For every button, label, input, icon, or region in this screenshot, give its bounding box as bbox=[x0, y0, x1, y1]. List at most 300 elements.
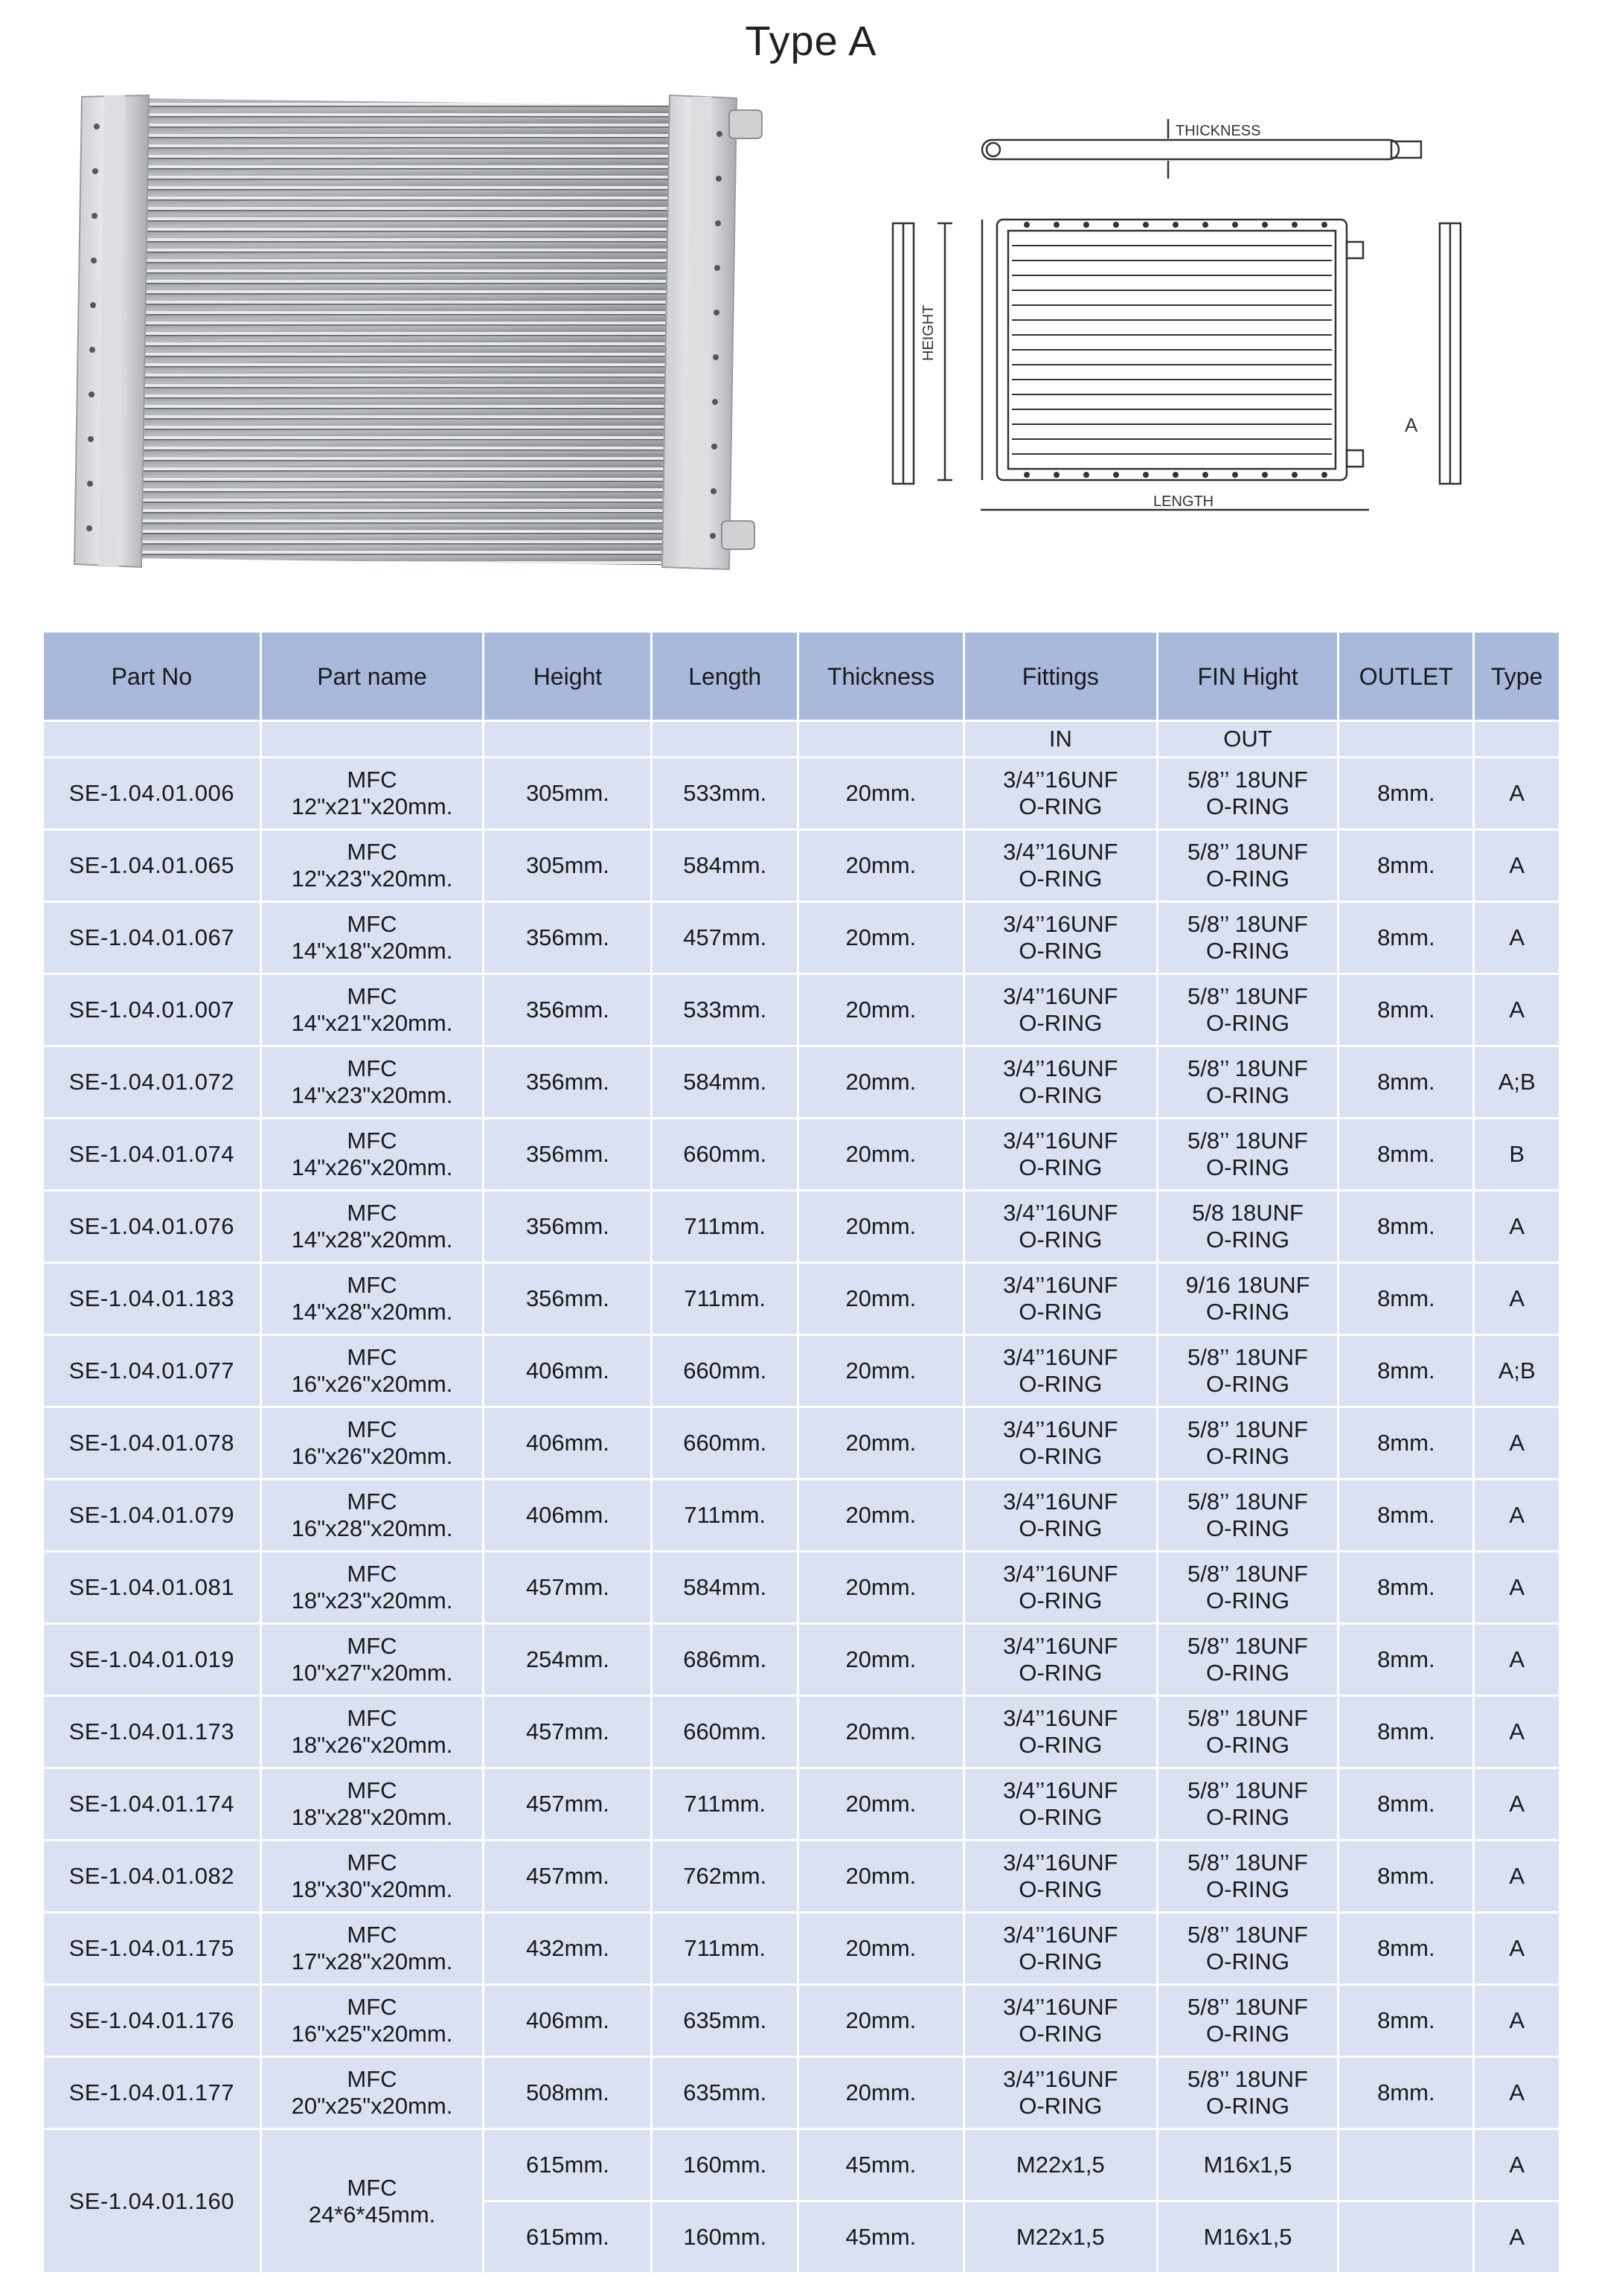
fitting-out-line-1: 5/8’’ 18UNF bbox=[1187, 2066, 1308, 2092]
cell-length: 533mm. bbox=[653, 975, 796, 1045]
part-name-line-2: 24*6*45mm. bbox=[308, 2201, 436, 2228]
cell-fitting-out bbox=[1158, 1841, 1337, 1911]
fitting-in-line-1: 3/4’’16UNF bbox=[1003, 1922, 1118, 1948]
cell-fitting-out bbox=[1158, 975, 1337, 1045]
cell-height: 356mm. bbox=[484, 1264, 650, 1334]
cell-thickness: 20mm. bbox=[799, 1408, 963, 1478]
cell-part-name bbox=[262, 903, 483, 973]
cell-outlet: 8mm. bbox=[1339, 1119, 1472, 1189]
cell-length: 711mm. bbox=[653, 1913, 796, 1983]
cell-height: 615mm. bbox=[484, 2130, 650, 2200]
cell-height: 615mm. bbox=[484, 2202, 650, 2272]
cell-part-name bbox=[262, 1625, 483, 1695]
cell-part-name bbox=[262, 1986, 483, 2056]
cell-part-name bbox=[262, 2130, 483, 2272]
fitting-out-line-1: 5/8’’ 18UNF bbox=[1187, 839, 1308, 865]
fitting-out-line-2: O-RING bbox=[1206, 1299, 1289, 1325]
cell-fitting-out bbox=[1158, 831, 1337, 901]
fitting-in-line-2: O-RING bbox=[1019, 2021, 1103, 2047]
part-name-line-2: 12"x21"x20mm. bbox=[291, 793, 453, 819]
cell-part-name bbox=[262, 1913, 483, 1983]
fitting-out-line-2: O-RING bbox=[1206, 1876, 1289, 1902]
part-name-line-2: 18"x30"x20mm. bbox=[291, 1876, 453, 1902]
part-name-line-2: 18"x23"x20mm. bbox=[291, 1587, 453, 1614]
fitting-in-line-1: 3/4’’16UNF bbox=[1003, 1561, 1118, 1587]
fitting-in-line-1: 3/4’’16UNF bbox=[1003, 1344, 1118, 1370]
header-outlet: OUTLET bbox=[1339, 633, 1472, 720]
cell-height: 254mm. bbox=[484, 1625, 650, 1695]
cell-length: 660mm. bbox=[653, 1697, 796, 1767]
cell-thickness: 20mm. bbox=[799, 1047, 963, 1117]
cell-fitting-in bbox=[965, 1625, 1156, 1695]
fitting-out-line-2: O-RING bbox=[1206, 938, 1289, 964]
cell-fitting-in bbox=[965, 758, 1156, 828]
cell-height: 457mm. bbox=[484, 1841, 650, 1911]
fitting-in-line-1: 3/4’’16UNF bbox=[1003, 767, 1118, 793]
table-row bbox=[44, 1697, 1559, 1767]
cell-height: 356mm. bbox=[484, 1192, 650, 1261]
cell-fitting-in bbox=[965, 1552, 1156, 1622]
cell-fitting-out bbox=[1158, 903, 1337, 973]
cell-fitting-out bbox=[1158, 1264, 1337, 1334]
part-name-line-1: MFC bbox=[347, 1994, 397, 2020]
part-name-line-2: 14"x28"x20mm. bbox=[291, 1299, 453, 1325]
cell-part-no: SE-1.04.01.067 bbox=[44, 903, 260, 973]
part-name-line-1: MFC bbox=[347, 1849, 397, 1876]
cell-part-name bbox=[262, 1408, 483, 1478]
cell-fitting-in bbox=[965, 975, 1156, 1045]
cell-fitting-out bbox=[1158, 1336, 1337, 1406]
fitting-in-line-1: 3/4’’16UNF bbox=[1003, 1200, 1118, 1226]
cell-part-no: SE-1.04.01.081 bbox=[44, 1552, 260, 1622]
part-name-line-2: 10"x27"x20mm. bbox=[291, 1660, 453, 1686]
cell-thickness: 20mm. bbox=[799, 1769, 963, 1839]
cell-part-no: SE-1.04.01.078 bbox=[44, 1408, 260, 1478]
spec-table bbox=[42, 630, 1561, 2274]
fitting-out-line-1: 5/8’’ 18UNF bbox=[1187, 911, 1308, 937]
cell-part-no: SE-1.04.01.074 bbox=[44, 1119, 260, 1189]
cell-fitting-in bbox=[965, 1480, 1156, 1550]
cell-type: A bbox=[1475, 1841, 1559, 1911]
cell-type: A bbox=[1475, 1913, 1559, 1983]
cell-outlet: 8mm. bbox=[1339, 758, 1472, 828]
fitting-in-line-2: O-RING bbox=[1019, 2093, 1103, 2119]
cell-length: 711mm. bbox=[653, 1264, 796, 1334]
cell-thickness: 20mm. bbox=[799, 1697, 963, 1767]
fitting-in-line-1: 3/4’’16UNF bbox=[1003, 1055, 1118, 1081]
cell-fitting-out bbox=[1158, 1119, 1337, 1189]
fitting-out-line-2: O-RING bbox=[1206, 2093, 1289, 2119]
cell-fitting-in bbox=[965, 1047, 1156, 1117]
cell-height: 457mm. bbox=[484, 1552, 650, 1622]
cell-outlet: 8mm. bbox=[1339, 1552, 1472, 1622]
cell-length: 584mm. bbox=[653, 1552, 796, 1622]
part-name-line-1: MFC bbox=[347, 1055, 397, 1081]
cell-part-no: SE-1.04.01.160 bbox=[44, 2130, 260, 2272]
fitting-in-line-1: 3/4’’16UNF bbox=[1003, 911, 1118, 937]
cell-fitting-out bbox=[1158, 1047, 1337, 1117]
header-fittings: Fittings bbox=[965, 633, 1156, 720]
part-name-line-1: MFC bbox=[347, 1272, 397, 1298]
header-fin-hight: FIN Hight bbox=[1158, 633, 1337, 720]
cell-part-no: SE-1.04.01.065 bbox=[44, 831, 260, 901]
part-name-line-2: 14"x28"x20mm. bbox=[291, 1227, 453, 1253]
cell-part-no: SE-1.04.01.183 bbox=[44, 1264, 260, 1334]
cell-thickness: 45mm. bbox=[799, 2130, 963, 2200]
cell-length: 711mm. bbox=[653, 1480, 796, 1550]
fitting-in-line-2: O-RING bbox=[1019, 1227, 1103, 1253]
part-name-line-1: MFC bbox=[347, 839, 397, 865]
fitting-in-line-2: O-RING bbox=[1019, 1010, 1103, 1036]
cell-part-no: SE-1.04.01.079 bbox=[44, 1480, 260, 1550]
cell-part-name bbox=[262, 1480, 483, 1550]
cell-fitting-out bbox=[1158, 1697, 1337, 1767]
table-subheader-row bbox=[44, 722, 1559, 756]
fitting-in-line-1: 3/4’’16UNF bbox=[1003, 1272, 1118, 1298]
cell-part-no: SE-1.04.01.007 bbox=[44, 975, 260, 1045]
cell-type: A;B bbox=[1475, 1047, 1559, 1117]
fitting-in-line-2: O-RING bbox=[1019, 1371, 1103, 1397]
fitting-out-line-1: 9/16 18UNF bbox=[1185, 1272, 1310, 1298]
cell-length: 533mm. bbox=[653, 758, 796, 828]
cell-fitting-in bbox=[965, 1192, 1156, 1261]
cell-height: 305mm. bbox=[484, 831, 650, 901]
part-name-line-1: MFC bbox=[347, 1488, 397, 1515]
cell-type: A bbox=[1475, 1986, 1559, 2056]
cell-fitting-out bbox=[1158, 1192, 1337, 1261]
fitting-out-line-2: O-RING bbox=[1206, 1660, 1289, 1686]
cell-part-name bbox=[262, 1697, 483, 1767]
part-name-line-2: 12"x23"x20mm. bbox=[291, 866, 453, 892]
fitting-out-line-2: O-RING bbox=[1206, 1443, 1289, 1469]
fitting-out-line-1: 5/8’’ 18UNF bbox=[1187, 1488, 1308, 1515]
table-row bbox=[44, 903, 1559, 973]
cell-height: 356mm. bbox=[484, 903, 650, 973]
cell-length: 660mm. bbox=[653, 1336, 796, 1406]
fitting-in-line-1: 3/4’’16UNF bbox=[1003, 983, 1118, 1009]
cell-length: 711mm. bbox=[653, 1769, 796, 1839]
cell-thickness: 20mm. bbox=[799, 2058, 963, 2128]
cell-thickness: 20mm. bbox=[799, 1552, 963, 1622]
table-row bbox=[44, 975, 1559, 1045]
cell-height: 508mm. bbox=[484, 2058, 650, 2128]
cell-thickness: 20mm. bbox=[799, 1625, 963, 1695]
part-name-line-1: MFC bbox=[347, 1705, 397, 1731]
fitting-out-line-2: O-RING bbox=[1206, 1948, 1289, 1974]
cell-type: A bbox=[1475, 2058, 1559, 2128]
cell-type: A bbox=[1475, 1480, 1559, 1550]
cell-part-name bbox=[262, 1047, 483, 1117]
cell-outlet: 8mm. bbox=[1339, 1480, 1472, 1550]
fitting-in-line-2: O-RING bbox=[1019, 1804, 1103, 1830]
part-name-line-2: 16"x26"x20mm. bbox=[291, 1371, 453, 1397]
cell-fitting-in bbox=[965, 903, 1156, 973]
cell-height: 356mm. bbox=[484, 1047, 650, 1117]
fitting-out-line-1: 5/8’’ 18UNF bbox=[1187, 1849, 1308, 1876]
cell-length: 711mm. bbox=[653, 1192, 796, 1261]
part-name-line-1: MFC bbox=[347, 1128, 397, 1154]
fitting-out-line-1: 5/8’’ 18UNF bbox=[1187, 1416, 1308, 1442]
cell-length: 635mm. bbox=[653, 1986, 796, 2056]
cell-length: 660mm. bbox=[653, 1408, 796, 1478]
table-row bbox=[44, 1552, 1559, 1622]
fitting-in-line-2: O-RING bbox=[1019, 1732, 1103, 1758]
fitting-out-line-1: 5/8’’ 18UNF bbox=[1187, 1777, 1308, 1803]
fitting-in-line-1: 3/4’’16UNF bbox=[1003, 839, 1118, 865]
header-part-no: Part No bbox=[44, 633, 260, 720]
cell-part-no: SE-1.04.01.072 bbox=[44, 1047, 260, 1117]
cell-part-name bbox=[262, 1841, 483, 1911]
cell-outlet: 8mm. bbox=[1339, 1336, 1472, 1406]
fitting-out-line-2: O-RING bbox=[1206, 1732, 1289, 1758]
fitting-out-line-1: 5/8’’ 18UNF bbox=[1187, 1055, 1308, 1081]
header-thickness: Thickness bbox=[799, 633, 963, 720]
cell-part-no: SE-1.04.01.076 bbox=[44, 1192, 260, 1261]
fitting-in-line-2: O-RING bbox=[1019, 866, 1103, 892]
fitting-out-line-2: O-RING bbox=[1206, 866, 1289, 892]
cell-fitting-in bbox=[965, 1697, 1156, 1767]
cell-part-name bbox=[262, 1264, 483, 1334]
cell-fitting-in bbox=[965, 1119, 1156, 1189]
table-row bbox=[44, 1625, 1559, 1695]
cell-outlet: 8mm. bbox=[1339, 1841, 1472, 1911]
part-name-line-1: MFC bbox=[347, 1416, 397, 1442]
table-row bbox=[44, 1264, 1559, 1334]
cell-length: 457mm. bbox=[653, 903, 796, 973]
cell-fitting-out bbox=[1158, 2058, 1337, 2128]
height-label: HEIGHT bbox=[920, 304, 937, 361]
cell-fitting-out: M16x1,5 bbox=[1158, 2202, 1337, 2272]
table-row bbox=[44, 1408, 1559, 1478]
cell-type: A bbox=[1475, 1264, 1559, 1334]
part-name-line-2: 16"x26"x20mm. bbox=[291, 1443, 453, 1469]
fitting-in-line-2: O-RING bbox=[1019, 1515, 1103, 1541]
cell-fitting-in bbox=[965, 1408, 1156, 1478]
fitting-in-line-2: O-RING bbox=[1019, 1154, 1103, 1180]
cell-part-no: SE-1.04.01.077 bbox=[44, 1336, 260, 1406]
fitting-in-line-2: O-RING bbox=[1019, 1876, 1103, 1902]
cell-thickness: 20mm. bbox=[799, 1192, 963, 1261]
fitting-out-line-2: O-RING bbox=[1206, 1227, 1289, 1253]
fitting-in-line-2: O-RING bbox=[1019, 1443, 1103, 1469]
table-row bbox=[44, 1769, 1559, 1839]
fitting-out-line-1: 5/8’’ 18UNF bbox=[1187, 767, 1308, 793]
fitting-out-line-2: O-RING bbox=[1206, 1371, 1289, 1397]
part-name-line-1: MFC bbox=[347, 1561, 397, 1587]
fitting-in-line-2: O-RING bbox=[1019, 1948, 1103, 1974]
cell-part-no: SE-1.04.01.176 bbox=[44, 1986, 260, 2056]
cell-fitting-out bbox=[1158, 1552, 1337, 1622]
fitting-in-line-2: O-RING bbox=[1019, 1299, 1103, 1325]
fitting-out-line-2: O-RING bbox=[1206, 2021, 1289, 2047]
cell-part-name bbox=[262, 1119, 483, 1189]
cell-outlet: 8mm. bbox=[1339, 1913, 1472, 1983]
fitting-out-line-1: 5/8’’ 18UNF bbox=[1187, 1994, 1308, 2020]
fitting-out-line-2: O-RING bbox=[1206, 1804, 1289, 1830]
table-row bbox=[44, 1336, 1559, 1406]
fitting-out-line-2: O-RING bbox=[1206, 1154, 1289, 1180]
cell-fitting-out bbox=[1158, 1913, 1337, 1983]
fitting-out-line-2: O-RING bbox=[1206, 1082, 1289, 1108]
cell-length: 686mm. bbox=[653, 1625, 796, 1695]
cell-height: 406mm. bbox=[484, 1986, 650, 2056]
cell-outlet: 8mm. bbox=[1339, 1769, 1472, 1839]
cell-thickness: 20mm. bbox=[799, 1336, 963, 1406]
thickness-label: THICKNESS bbox=[1176, 123, 1261, 139]
fitting-in-line-2: O-RING bbox=[1019, 793, 1103, 819]
cell-type: A bbox=[1475, 1192, 1559, 1261]
fitting-in-line-1: 3/4’’16UNF bbox=[1003, 1849, 1118, 1876]
cell-height: 356mm. bbox=[484, 975, 650, 1045]
fitting-in-line-2: O-RING bbox=[1019, 1082, 1103, 1108]
part-name-line-1: MFC bbox=[347, 911, 397, 937]
fitting-out-line-1: 5/8’’ 18UNF bbox=[1187, 1705, 1308, 1731]
part-name-line-1: MFC bbox=[347, 1922, 397, 1948]
cell-part-name bbox=[262, 2058, 483, 2128]
part-name-line-1: MFC bbox=[347, 2066, 397, 2092]
cell-fitting-out bbox=[1158, 1408, 1337, 1478]
fitting-out-line-2: O-RING bbox=[1206, 793, 1289, 819]
fitting-out-line-1: 5/8’’ 18UNF bbox=[1187, 1128, 1308, 1154]
part-name-line-2: 14"x23"x20mm. bbox=[291, 1082, 453, 1108]
cell-outlet: 8mm. bbox=[1339, 1192, 1472, 1261]
cell-thickness: 20mm. bbox=[799, 975, 963, 1045]
header-part-name: Part name bbox=[262, 633, 483, 720]
fitting-out-line-1: 5/8 18UNF bbox=[1192, 1200, 1304, 1226]
fitting-in-line-1: 3/4’’16UNF bbox=[1003, 1488, 1118, 1515]
fitting-out-line-2: O-RING bbox=[1206, 1515, 1289, 1541]
cell-fitting-out bbox=[1158, 1625, 1337, 1695]
table-row bbox=[44, 1192, 1559, 1261]
cell-fitting-in bbox=[965, 2058, 1156, 2128]
cell-type: A bbox=[1475, 1552, 1559, 1622]
cell-fitting-out bbox=[1158, 1986, 1337, 2056]
cell-part-name bbox=[262, 1192, 483, 1261]
cell-fitting-out: M16x1,5 bbox=[1158, 2130, 1337, 2200]
fitting-out-line-2: O-RING bbox=[1206, 1587, 1289, 1614]
fitting-out-line-1: 5/8’’ 18UNF bbox=[1187, 983, 1308, 1009]
fitting-out-line-1: 5/8’’ 18UNF bbox=[1187, 1344, 1308, 1370]
cell-part-no: SE-1.04.01.175 bbox=[44, 1913, 260, 1983]
fitting-in-line-2: O-RING bbox=[1019, 1660, 1103, 1686]
cell-type: A bbox=[1475, 1625, 1559, 1695]
condenser-photo bbox=[52, 82, 766, 573]
table-row bbox=[44, 1047, 1559, 1117]
cell-fitting-in bbox=[965, 1264, 1156, 1334]
cell-type: A bbox=[1475, 903, 1559, 973]
cell-outlet: 8mm. bbox=[1339, 2058, 1472, 2128]
cell-fitting-in: M22x1,5 bbox=[965, 2130, 1156, 2200]
cell-height: 432mm. bbox=[484, 1913, 650, 1983]
cell-part-no: SE-1.04.01.173 bbox=[44, 1697, 260, 1767]
cell-part-name bbox=[262, 1336, 483, 1406]
cell-part-name bbox=[262, 1769, 483, 1839]
cell-length: 160mm. bbox=[653, 2202, 796, 2272]
cell-type: A;B bbox=[1475, 1336, 1559, 1406]
cell-part-no: SE-1.04.01.082 bbox=[44, 1841, 260, 1911]
length-label: LENGTH bbox=[1153, 493, 1214, 510]
cell-thickness: 20mm. bbox=[799, 903, 963, 973]
cell-type: A bbox=[1475, 1408, 1559, 1478]
header-type: Type bbox=[1475, 633, 1559, 720]
page-title: Type A bbox=[745, 17, 877, 64]
cell-height: 406mm. bbox=[484, 1336, 650, 1406]
cell-height: 457mm. bbox=[484, 1769, 650, 1839]
part-name-line-1: MFC bbox=[347, 2174, 397, 2201]
cell-outlet: 8mm. bbox=[1339, 831, 1472, 901]
fitting-in-line-1: 3/4’’16UNF bbox=[1003, 1633, 1118, 1659]
subheader-in: IN bbox=[965, 722, 1156, 756]
fitting-in-line-1: 3/4’’16UNF bbox=[1003, 1705, 1118, 1731]
cell-outlet: 8mm. bbox=[1339, 1986, 1472, 2056]
part-name-line-2: 14"x18"x20mm. bbox=[291, 938, 453, 964]
cell-height: 305mm. bbox=[484, 758, 650, 828]
cell-type: A bbox=[1475, 2130, 1559, 2200]
fitting-in-line-1: 3/4’’16UNF bbox=[1003, 1994, 1118, 2020]
part-name-line-2: 16"x25"x20mm. bbox=[291, 2021, 453, 2047]
table-row bbox=[44, 1841, 1559, 1911]
part-name-line-2: 14"x21"x20mm. bbox=[291, 1010, 453, 1036]
header-height: Height bbox=[484, 633, 650, 720]
cell-outlet: 8mm. bbox=[1339, 975, 1472, 1045]
part-name-line-2: 18"x28"x20mm. bbox=[291, 1804, 453, 1830]
cell-thickness: 20mm. bbox=[799, 1119, 963, 1189]
fitting-in-line-2: O-RING bbox=[1019, 938, 1103, 964]
cell-fitting-out bbox=[1158, 758, 1337, 828]
cell-outlet: 8mm. bbox=[1339, 903, 1472, 973]
part-name-line-1: MFC bbox=[347, 983, 397, 1009]
cell-fitting-in: M22x1,5 bbox=[965, 2202, 1156, 2272]
table-row bbox=[44, 831, 1559, 901]
cell-thickness: 20mm. bbox=[799, 758, 963, 828]
fitting-out-line-2: O-RING bbox=[1206, 1010, 1289, 1036]
view-a-label: A bbox=[1405, 414, 1418, 436]
cell-thickness: 20mm. bbox=[799, 1986, 963, 2056]
cell-fitting-out bbox=[1158, 1480, 1337, 1550]
part-name-line-1: MFC bbox=[347, 1344, 397, 1370]
cell-fitting-in bbox=[965, 1841, 1156, 1911]
cell-part-no: SE-1.04.01.174 bbox=[44, 1769, 260, 1839]
cell-thickness: 20mm. bbox=[799, 1913, 963, 1983]
cell-length: 660mm. bbox=[653, 1119, 796, 1189]
cell-fitting-in bbox=[965, 1336, 1156, 1406]
cell-fitting-in bbox=[965, 1986, 1156, 2056]
cell-outlet bbox=[1339, 2202, 1472, 2272]
table-header-row bbox=[44, 633, 1559, 720]
part-name-line-1: MFC bbox=[347, 767, 397, 793]
table-row bbox=[44, 1480, 1559, 1550]
cell-part-no: SE-1.04.01.177 bbox=[44, 2058, 260, 2128]
table-row bbox=[44, 758, 1559, 828]
cell-height: 406mm. bbox=[484, 1480, 650, 1550]
table-row bbox=[44, 1119, 1559, 1189]
cell-type: A bbox=[1475, 1697, 1559, 1767]
part-name-line-2: 16"x28"x20mm. bbox=[291, 1515, 453, 1541]
cell-type: A bbox=[1475, 2202, 1559, 2272]
cell-length: 160mm. bbox=[653, 2130, 796, 2200]
condenser-diagram bbox=[871, 112, 1473, 510]
cell-outlet bbox=[1339, 2130, 1472, 2200]
fitting-in-line-1: 3/4’’16UNF bbox=[1003, 1777, 1118, 1803]
cell-height: 406mm. bbox=[484, 1408, 650, 1478]
cell-part-name bbox=[262, 831, 483, 901]
cell-outlet: 8mm. bbox=[1339, 1047, 1472, 1117]
part-name-line-2: 17"x28"x20mm. bbox=[291, 1948, 453, 1974]
cell-part-no: SE-1.04.01.006 bbox=[44, 758, 260, 828]
cell-fitting-in bbox=[965, 1913, 1156, 1983]
cell-fitting-out bbox=[1158, 1769, 1337, 1839]
fitting-out-line-1: 5/8’’ 18UNF bbox=[1187, 1922, 1308, 1948]
